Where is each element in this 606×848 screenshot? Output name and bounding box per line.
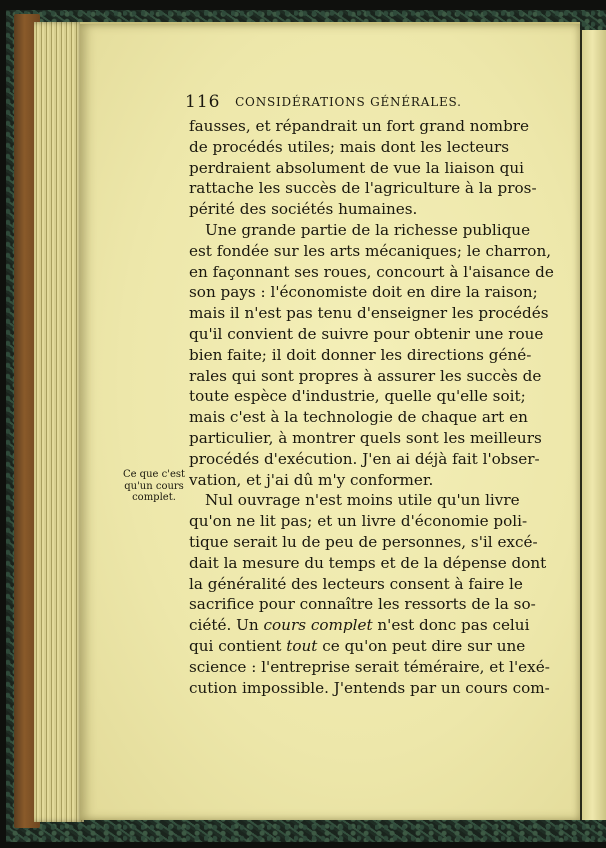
running-title: CONSIDÉRATIONS GÉNÉRALES. bbox=[235, 95, 462, 109]
margin-note bbox=[118, 469, 190, 504]
text-line: qu'on ne lit pas; et un livre d'économie poli- bbox=[189, 512, 528, 531]
paragraph-start-line: Une grande partie de la richesse publique bbox=[205, 220, 531, 239]
emphasis-cours-complet: cours complet bbox=[263, 616, 373, 635]
margin-note-line: complet. bbox=[132, 492, 176, 503]
text-line: sacrifice pour connaître les ressorts de la so- bbox=[189, 595, 536, 614]
margin-note-line: qu'un cours bbox=[124, 480, 184, 492]
text-fragment: ciété. Un bbox=[189, 616, 264, 635]
text-fragment: qui contient bbox=[189, 636, 287, 655]
page-stack-edge bbox=[34, 22, 84, 822]
text-line-with-emphasis bbox=[189, 615, 530, 636]
text-line: bien faite; il doit donner les directions géné- bbox=[189, 345, 532, 364]
text-line: la généralité des lecteurs consent à faire le bbox=[189, 574, 523, 593]
text-line: dait la mesure du temps et de la dépense dont bbox=[189, 553, 547, 572]
running-head bbox=[185, 92, 505, 112]
text-line: mais c'est à la technologie de chaque art en bbox=[189, 408, 528, 427]
text-line: fausses, et répandrait un fort grand nombre bbox=[189, 117, 530, 135]
text-line: particulier, à montrer quels sont les meilleurs bbox=[189, 428, 542, 447]
text-line: mais il n'est pas tenu d'enseigner les procédés bbox=[189, 304, 549, 323]
text-line: procédés d'exécution. J'en ai déjà fait l'obser- bbox=[189, 449, 540, 468]
emphasis-tout: tout bbox=[286, 636, 318, 655]
text-line: science : l'entreprise serait téméraire, et l'exé- bbox=[189, 657, 550, 676]
paragraph-start-line: Nul ouvrage n'est moins utile qu'un livre bbox=[205, 491, 520, 510]
facing-page-edge bbox=[580, 30, 606, 820]
text-line: tique serait lu de peu de personnes, s'il excé- bbox=[189, 532, 538, 551]
body-text bbox=[189, 116, 554, 698]
text-line: perdraient absolument de vue la liaison qui bbox=[189, 158, 525, 177]
text-line: rattache les succès de l'agriculture à la pros- bbox=[189, 179, 537, 198]
text-line: cution impossible. J'entends par un cours com- bbox=[189, 678, 550, 697]
page-number: 116 bbox=[185, 92, 221, 112]
text-line: vation, et j'ai dû m'y conformer. bbox=[189, 470, 434, 489]
text-line: rales qui sont propres à assurer les succès de bbox=[189, 366, 542, 385]
text-line: est fondée sur les arts mécaniques; le charron, bbox=[189, 241, 552, 260]
text-line: toute espèce d'industrie, quelle qu'elle soit; bbox=[189, 387, 526, 406]
text-fragment: ce qu'on peut dire sur une bbox=[317, 636, 526, 655]
text-fragment: n'est donc pas celui bbox=[372, 616, 530, 635]
text-line: en façonnant ses roues, concourt à l'aisance de bbox=[189, 262, 554, 281]
text-line: de procédés utiles; mais dont les lecteurs bbox=[189, 137, 510, 156]
text-line: son pays : l'économiste doit en dire la raison; bbox=[189, 283, 538, 302]
text-line-with-emphasis bbox=[189, 636, 526, 657]
text-line: qu'il convient de suivre pour obtenir une roue bbox=[189, 324, 544, 343]
margin-note-line: Ce que c'est bbox=[122, 469, 186, 480]
text-line: périté des sociétés humaines. bbox=[189, 200, 418, 219]
